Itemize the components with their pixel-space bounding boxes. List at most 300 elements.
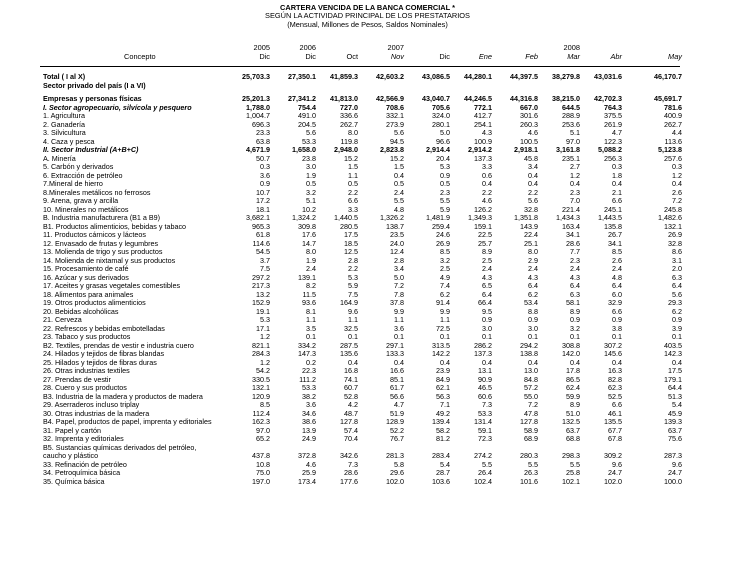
cell-value: 2.9 — [528, 255, 538, 265]
cell-value: 9.6 — [672, 459, 682, 469]
cell-value: 2.4 — [394, 187, 404, 197]
cell-value: 7.7 — [570, 247, 580, 256]
cell-value: 0.3 — [672, 162, 682, 171]
cell-value: 5.6 — [394, 128, 404, 137]
row-label: B3. Industria de la madera y productos de madera — [43, 391, 203, 401]
cell-value: 284.3 — [252, 349, 270, 358]
cell-value: 297.2 — [252, 272, 270, 282]
cell-value: 14.7 — [302, 238, 316, 248]
cell-value: 26.9 — [668, 230, 682, 239]
cell-value: 27,341.2 — [288, 94, 316, 103]
cell-value: 93.6 — [302, 298, 316, 307]
cell-value: 0.1 — [440, 332, 450, 341]
cell-value: 262.7 — [340, 119, 358, 129]
cell-value: 101.6 — [520, 476, 538, 486]
cell-value: 9.9 — [394, 306, 404, 316]
cell-value: 260.3 — [520, 119, 538, 129]
cell-value: 7.1 — [440, 400, 450, 409]
cell-value: 138.8 — [520, 349, 538, 358]
row-label: 31. Papel y cartón — [43, 425, 101, 435]
cell-value: 26.3 — [524, 468, 538, 477]
cell-value: 142.2 — [432, 349, 450, 358]
row-label: I. Sector agropecuario, silvícola y pesquero — [43, 102, 192, 112]
row-label: 19. Otros productos alimenticios — [43, 298, 146, 307]
cell-value: 754.4 — [298, 102, 316, 112]
cell-value: 17.2 — [256, 196, 270, 205]
year-2006: 2006 — [299, 43, 316, 52]
row-label: 28. Cuero y sus productos — [43, 383, 127, 392]
cell-value: 5.4 — [672, 400, 682, 409]
cell-value: 43,040.7 — [422, 94, 450, 103]
cell-value: 4.9 — [440, 272, 450, 282]
cell-value: 32.8 — [668, 238, 682, 248]
table-row — [0, 112, 735, 121]
cell-value: 965.3 — [252, 221, 270, 231]
cell-value: 113.6 — [664, 136, 682, 146]
cell-value: 5.5 — [570, 459, 580, 469]
cell-value: 0.4 — [528, 170, 538, 180]
cell-value: 1,788.0 — [246, 102, 270, 112]
cell-value: 1,349.3 — [468, 213, 492, 222]
cell-value: 70.4 — [344, 434, 358, 443]
cell-value: 1.1 — [394, 315, 404, 324]
row-label: 34. Petroquímica básica — [43, 468, 121, 477]
cell-value: 7.8 — [394, 289, 404, 299]
cell-value: 0.4 — [440, 357, 450, 367]
cell-value: 68.9 — [524, 434, 538, 443]
row-label: 15. Procesamiento de café — [43, 264, 129, 273]
cell-value: 25.1 — [524, 238, 538, 248]
cell-value: 59.1 — [478, 425, 492, 435]
row-label: 35. Química básica — [43, 476, 105, 486]
cell-value: 262.7 — [664, 119, 682, 129]
cell-value: 2.8 — [394, 255, 404, 265]
cell-value: 32.8 — [524, 204, 538, 214]
cell-value: 55.0 — [524, 391, 538, 401]
cell-value: 17.6 — [302, 230, 316, 239]
cell-value: 29.3 — [668, 298, 682, 307]
cell-value: 24.7 — [608, 468, 622, 477]
month-header: Abr — [610, 52, 622, 61]
cell-value: 60.7 — [344, 383, 358, 392]
cell-value: 3.2 — [306, 187, 316, 197]
cell-value: 61.8 — [256, 230, 270, 239]
month-header: Nov — [390, 52, 404, 61]
row-label: 17. Aceites y grasas vegetales comestibles — [43, 281, 181, 290]
cell-value: 4.8 — [612, 272, 622, 282]
cell-value: 3.6 — [394, 323, 404, 333]
cell-value: 403.5 — [664, 340, 682, 350]
cell-value: 65.2 — [256, 434, 270, 443]
cell-value: 44,280.1 — [464, 72, 492, 81]
cell-value: 41,813.0 — [330, 94, 358, 103]
cell-value: 4.2 — [348, 400, 358, 409]
cell-value: 135.8 — [604, 221, 622, 231]
cell-value: 3.1 — [672, 255, 682, 265]
cell-value: 10.8 — [256, 459, 270, 469]
row-label: 11. Productos cárnicos y lácteos — [43, 230, 146, 239]
cell-value: 84.8 — [524, 374, 538, 384]
cell-value: 280.3 — [520, 451, 538, 460]
cell-value: 274.2 — [474, 451, 492, 460]
table-row — [0, 478, 735, 487]
cell-value: 54.5 — [256, 247, 270, 256]
cell-value: 1,324.2 — [292, 213, 316, 222]
cell-value: 8.9 — [570, 400, 580, 409]
cell-value: 491.0 — [298, 111, 316, 120]
cell-value: 26.7 — [608, 230, 622, 239]
cell-value: 5.0 — [440, 128, 450, 137]
cell-value: 644.5 — [562, 102, 580, 112]
cell-value: 5.3 — [440, 162, 450, 171]
cell-value: 48.7 — [344, 408, 358, 418]
cell-value: 147.3 — [298, 349, 316, 358]
cell-value: 20.4 — [436, 153, 450, 163]
cell-value: 2.4 — [528, 264, 538, 273]
cell-value: 52.2 — [390, 425, 404, 435]
cell-value: 28.6 — [344, 468, 358, 477]
table-row — [0, 104, 735, 113]
cell-value: 9.6 — [612, 459, 622, 469]
table-row — [0, 469, 735, 478]
cell-value: 1,440.5 — [334, 213, 358, 222]
cell-value: 13.9 — [302, 425, 316, 435]
cell-value: 217.3 — [252, 281, 270, 290]
cell-value: 0.9 — [612, 315, 622, 324]
cell-value: 0.9 — [570, 315, 580, 324]
cell-value: 0.9 — [672, 315, 682, 324]
cell-value: 2.8 — [348, 255, 358, 265]
year-2008: 2008 — [563, 43, 580, 52]
cell-value: 0.3 — [260, 162, 270, 171]
cell-value: 5.5 — [440, 196, 450, 205]
cell-value: 1,481.9 — [426, 213, 450, 222]
cell-value: 47.8 — [524, 408, 538, 418]
cell-value: 781.6 — [664, 102, 682, 112]
cell-value: 46.5 — [478, 383, 492, 392]
cell-value: 91.4 — [436, 298, 450, 307]
cell-value: 56.6 — [390, 391, 404, 401]
cell-value: 64.4 — [668, 383, 682, 392]
cell-value: 51.0 — [566, 408, 580, 418]
cell-value: 22.3 — [302, 366, 316, 375]
cell-value: 25.8 — [566, 468, 580, 477]
cell-value: 84.9 — [436, 374, 450, 384]
cell-value: 58.2 — [436, 425, 450, 435]
cell-value: 283.4 — [432, 451, 450, 460]
cell-value: 97.0 — [256, 425, 270, 435]
cell-value: 309.2 — [604, 451, 622, 460]
cell-value: 135.5 — [604, 417, 622, 426]
report-title: CARTERA VENCIDA DE LA BANCA COMERCIAL * — [280, 3, 455, 12]
cell-value: 0.4 — [482, 179, 492, 188]
cell-value: 23.8 — [302, 153, 316, 163]
row-label: 26. Otras industrias textiles — [43, 366, 130, 375]
cell-value: 5.6 — [672, 289, 682, 299]
cell-value: 152.9 — [252, 298, 270, 307]
cell-value: 126.2 — [474, 204, 492, 214]
row-label: 33. Refinación de petróleo — [43, 459, 127, 469]
cell-value: 43,031.6 — [594, 72, 622, 81]
row-label: 24. Hilados y tejidos de fibras blandas — [43, 349, 165, 358]
cell-value: 4.6 — [482, 196, 492, 205]
row-label: caucho y plástico — [43, 451, 99, 460]
cell-value: 298.3 — [562, 451, 580, 460]
cell-value: 6.6 — [348, 196, 358, 205]
cell-value: 45.9 — [668, 408, 682, 418]
cell-value: 5.0 — [394, 272, 404, 282]
cell-value: 75.0 — [256, 468, 270, 477]
cell-value: 63.8 — [256, 136, 270, 146]
cell-value: 5.1 — [306, 196, 316, 205]
data-table — [0, 73, 735, 486]
cell-value: 44,397.5 — [510, 72, 538, 81]
cell-value: 7.0 — [570, 196, 580, 205]
cell-value: 25.7 — [478, 238, 492, 248]
cell-value: 17.1 — [256, 323, 270, 333]
cell-value: 2.0 — [672, 264, 682, 273]
row-label: 16. Azúcar y sus derivados — [43, 272, 129, 282]
cell-value: 50.7 — [256, 153, 270, 163]
cell-value: 2.4 — [570, 264, 580, 273]
cell-value: 62.1 — [436, 383, 450, 392]
row-label: 4. Caza y pesca — [43, 136, 95, 146]
cell-value: 0.5 — [440, 179, 450, 188]
cell-value: 0.4 — [672, 357, 682, 367]
cell-value: 3.2 — [570, 323, 580, 333]
cell-value: 3.2 — [440, 255, 450, 265]
row-label: Total ( I al X) — [43, 72, 86, 81]
cell-value: 7.2 — [672, 196, 682, 205]
month-header: Ene — [478, 52, 492, 61]
cell-value: 4,671.9 — [246, 145, 270, 154]
cell-value: 58.1 — [566, 298, 580, 307]
cell-value: 139.4 — [432, 417, 450, 426]
cell-value: 372.8 — [298, 451, 316, 460]
cell-value: 120.9 — [252, 391, 270, 401]
cell-value: 51.9 — [390, 408, 404, 418]
cell-value: 330.5 — [252, 374, 270, 384]
cell-value: 1.9 — [306, 170, 316, 180]
cell-value: 0.4 — [394, 170, 404, 180]
cell-value: 6.6 — [612, 196, 622, 205]
cell-value: 821.1 — [252, 340, 270, 350]
cell-value: 23.3 — [256, 128, 270, 137]
cell-value: 772.1 — [474, 102, 492, 112]
cell-value: 281.3 — [386, 451, 404, 460]
cell-value: 132.1 — [664, 221, 682, 231]
cell-value: 103.6 — [432, 476, 450, 486]
cell-value: 0.4 — [348, 357, 358, 367]
cell-value: 0.4 — [482, 357, 492, 367]
cell-value: 38.6 — [302, 417, 316, 426]
cell-value: 245.1 — [604, 204, 622, 214]
row-label: 7.Mineral de hierro — [43, 179, 103, 188]
cell-value: 59.9 — [566, 391, 580, 401]
row-label: 27. Prendas de vestir — [43, 374, 111, 384]
cell-value: 286.2 — [474, 340, 492, 350]
cell-value: 16.8 — [344, 366, 358, 375]
cell-value: 0.1 — [348, 332, 358, 341]
cell-value: 60.6 — [478, 391, 492, 401]
row-label: Sector privado del país (I a VI) — [43, 80, 146, 90]
table-row — [0, 121, 735, 130]
cell-value: 44,316.8 — [510, 94, 538, 103]
row-label: 32. Imprenta y editoriales — [43, 434, 124, 443]
cell-value: 0.5 — [306, 179, 316, 188]
cell-value: 1.9 — [306, 255, 316, 265]
cell-value: 288.9 — [562, 111, 580, 120]
cell-value: 6.6 — [612, 306, 622, 316]
cell-value: 0.4 — [394, 357, 404, 367]
cell-value: 4.4 — [672, 128, 682, 137]
cell-value: 38,279.8 — [552, 72, 580, 81]
cell-value: 24.9 — [302, 434, 316, 443]
row-label: B2. Textiles, prendas de vestir e industria cuero — [43, 340, 194, 350]
month-header: Feb — [525, 52, 538, 61]
cell-value: 8.9 — [482, 247, 492, 256]
cell-value: 8.6 — [672, 247, 682, 256]
cell-value: 28.7 — [436, 468, 450, 477]
cell-value: 72.3 — [478, 434, 492, 443]
cell-value: 0.4 — [612, 357, 622, 367]
cell-value: 6.0 — [612, 289, 622, 299]
year-2005: 2005 — [253, 43, 270, 52]
cell-value: 111.2 — [299, 374, 316, 384]
cell-value: 2.5 — [482, 255, 492, 265]
cell-value: 13.1 — [478, 366, 492, 375]
table-row — [0, 129, 735, 138]
cell-value: 16.3 — [608, 366, 622, 375]
cell-value: 7.5 — [260, 264, 270, 273]
cell-value: 86.5 — [566, 374, 580, 384]
row-label: 5. Carbón y derivados — [43, 162, 114, 171]
cell-value: 18.1 — [256, 204, 270, 214]
cell-value: 162.3 — [252, 417, 270, 426]
cell-value: 38,215.0 — [552, 94, 580, 103]
cell-value: 1,434.3 — [556, 213, 580, 222]
cell-value: 11.5 — [302, 289, 316, 299]
row-label: Empresas y personas físicas — [43, 94, 142, 103]
cell-value: 4.7 — [612, 128, 622, 137]
cell-value: 3.6 — [260, 170, 270, 180]
cell-value: 3.3 — [482, 162, 492, 171]
cell-value: 2.4 — [306, 264, 316, 273]
cell-value: 138.7 — [386, 221, 404, 231]
cell-value: 128.9 — [386, 417, 404, 426]
cell-value: 177.6 — [340, 476, 358, 486]
cell-value: 727.0 — [340, 102, 358, 112]
cell-value: 2.6 — [672, 187, 682, 197]
cell-value: 42,702.3 — [594, 94, 622, 103]
cell-value: 7.2 — [528, 400, 538, 409]
cell-value: 3.4 — [528, 162, 538, 171]
cell-value: 1.2 — [260, 332, 270, 341]
table-row — [0, 418, 735, 427]
cell-value: 53.3 — [478, 408, 492, 418]
cell-value: 0.3 — [612, 162, 622, 171]
cell-value: 5.3 — [260, 315, 270, 324]
cell-value: 2.1 — [612, 187, 622, 197]
cell-value: 119.8 — [340, 136, 358, 146]
cell-value: 15.2 — [344, 153, 358, 163]
table-row — [0, 146, 735, 155]
cell-value: 309.8 — [298, 221, 316, 231]
cell-value: 81.2 — [436, 434, 450, 443]
cell-value: 1.1 — [306, 315, 316, 324]
cell-value: 696.3 — [252, 119, 270, 129]
cell-value: 0.9 — [260, 179, 270, 188]
month-header: Dic — [259, 52, 270, 61]
cell-value: 0.1 — [570, 332, 580, 341]
cell-value: 53.4 — [524, 298, 538, 307]
cell-value: 5.9 — [440, 204, 450, 214]
cell-value: 13.2 — [256, 289, 270, 299]
month-header: Mar — [567, 52, 580, 61]
cell-value: 44,246.5 — [464, 94, 492, 103]
table-row — [0, 444, 735, 453]
cell-value: 313.5 — [432, 340, 450, 350]
cell-value: 0.5 — [394, 179, 404, 188]
row-label: 12. Envasado de frutas y legumbres — [43, 238, 159, 248]
cell-value: 34.1 — [608, 238, 622, 248]
cell-value: 132.5 — [562, 417, 580, 426]
cell-value: 4.3 — [482, 128, 492, 137]
row-label: II. Sector Industrial (A+B+C) — [43, 145, 139, 154]
cell-value: 5.5 — [482, 459, 492, 469]
cell-value: 297.1 — [386, 340, 404, 350]
cell-value: 38.2 — [302, 391, 316, 401]
cell-value: 139.3 — [664, 417, 682, 426]
cell-value: 102.1 — [562, 476, 580, 486]
cell-value: 0.6 — [482, 170, 492, 180]
cell-value: 4.8 — [394, 204, 404, 214]
cell-value: 261.9 — [604, 119, 622, 129]
row-label: 14. Molienda de nixtamal y sus productos — [43, 255, 176, 265]
cell-value: 2.2 — [528, 187, 538, 197]
cell-value: 46,170.7 — [654, 72, 682, 81]
cell-value: 0.1 — [528, 332, 538, 341]
cell-value: 1.5 — [394, 162, 404, 171]
cell-value: 2.2 — [348, 187, 358, 197]
cell-value: 3.0 — [528, 323, 538, 333]
cell-value: 0.9 — [482, 315, 492, 324]
row-label: 23. Tabaco y sus productos — [43, 332, 131, 341]
cell-value: 764.3 — [604, 102, 622, 112]
cell-value: 76.7 — [390, 434, 404, 443]
cell-value: 102.4 — [474, 476, 492, 486]
cell-value: 6.2 — [528, 289, 538, 299]
cell-value: 342.6 — [340, 451, 358, 460]
cell-value: 45,691.7 — [654, 94, 682, 103]
cell-value: 49.2 — [436, 408, 450, 418]
row-label: 2. Ganadería — [43, 119, 85, 129]
cell-value: 254.1 — [474, 119, 492, 129]
cell-value: 8.5 — [260, 400, 270, 409]
cell-value: 705.6 — [432, 102, 450, 112]
cell-value: 2,914.2 — [468, 145, 492, 154]
cell-value: 32.9 — [608, 298, 622, 307]
cell-value: 4.3 — [528, 272, 538, 282]
cell-value: 61.7 — [390, 383, 404, 392]
cell-value: 32.5 — [344, 323, 358, 333]
cell-value: 4.6 — [528, 128, 538, 137]
cell-value: 221.4 — [562, 204, 580, 214]
cell-value: 43,086.5 — [422, 72, 450, 81]
cell-value: 7.4 — [440, 281, 450, 290]
cell-value: 5.9 — [348, 281, 358, 290]
cell-value: 1,351.8 — [514, 213, 538, 222]
